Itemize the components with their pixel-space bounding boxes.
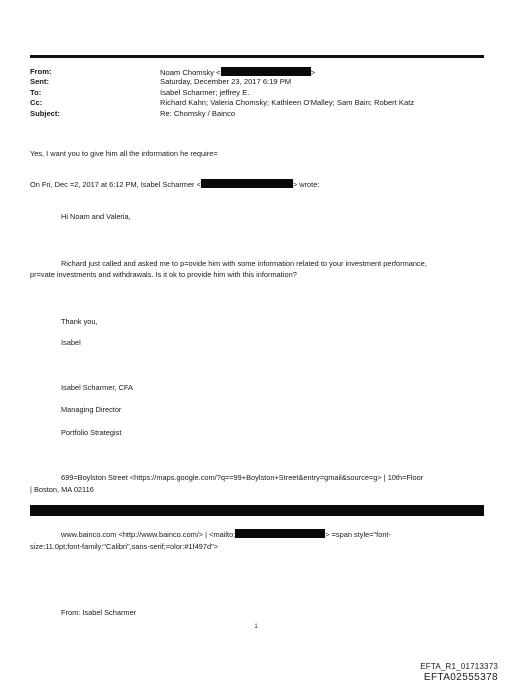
- quote-intro: On Fri, Dec =2, 2017 at 6:12 PM, Isabel Scharmer < > wrote:: [30, 180, 320, 189]
- efta-id-small: EFTA_R1_01713373: [420, 662, 498, 671]
- signature-title-2: Portfolio Strategist: [61, 428, 122, 437]
- to-value: Isabel Scharmer; jeffrey E.: [160, 87, 250, 97]
- signature-name: Isabel Scharmer, CFA: [61, 383, 133, 392]
- name-line: Isabel: [61, 338, 81, 347]
- cc-value: Richard Kahn; Valeria Chomsky; Kathleen O'Malley; Sam Bain; Robert Katz: [160, 98, 415, 108]
- redaction-block: [201, 179, 293, 188]
- redaction-block: [235, 529, 325, 538]
- efta-id-large: EFTA02555378: [423, 672, 498, 683]
- from-value: Noam Chomsky < >: [160, 68, 315, 77]
- page-number: 1: [254, 624, 258, 630]
- sent-row: [30, 77, 484, 87]
- web-line: www.bainco.com <http://www.bainco.com/> | <mailto: > =span style="font-: [61, 530, 391, 539]
- sent-label: Sent:: [30, 77, 49, 87]
- address-line-2: | Boston, MA 02116: [30, 485, 94, 494]
- subject-value: Re: Chomsky / Bainco: [160, 108, 236, 118]
- from-row: [30, 67, 484, 77]
- signature-title-1: Managing Director: [61, 405, 122, 414]
- address-line-1: 699=Boylston Street <https://maps.google.com/?q==99+Boylston+Street&entry=gmail&source=g> | 10th=Floor: [61, 473, 424, 482]
- redaction-block: [221, 67, 311, 76]
- reply-line: Yes, I want you to give him all the information he require=: [30, 149, 218, 158]
- web-line-2: size:11.0pt;font-family:"Calibri",sans-serif;=olor:#1f497d">: [30, 542, 219, 551]
- sent-value: Saturday, December 23, 2017 6:19 PM: [160, 77, 292, 87]
- from-label: From:: [30, 67, 52, 76]
- to-row: [30, 88, 484, 98]
- greeting: Hi Noam and Valeria,: [61, 212, 131, 221]
- subject-label: Subject:: [30, 108, 60, 118]
- header-rule: [30, 55, 484, 58]
- cc-row: [30, 98, 484, 108]
- thanks-line: Thank you,: [61, 317, 98, 326]
- subject-row: [30, 109, 484, 119]
- email-header: [30, 67, 484, 119]
- redaction-bar: [30, 505, 484, 516]
- to-label: To:: [30, 87, 42, 97]
- from-footer: From: Isabel Scharmer: [61, 608, 137, 617]
- cc-label: Cc:: [30, 98, 43, 108]
- body-paragraph: Richard just called and asked me to p=ovide him with some information related to your investment performance, pr=vate investments and withdrawals. Is it ok to provide him with this information?: [30, 259, 427, 280]
